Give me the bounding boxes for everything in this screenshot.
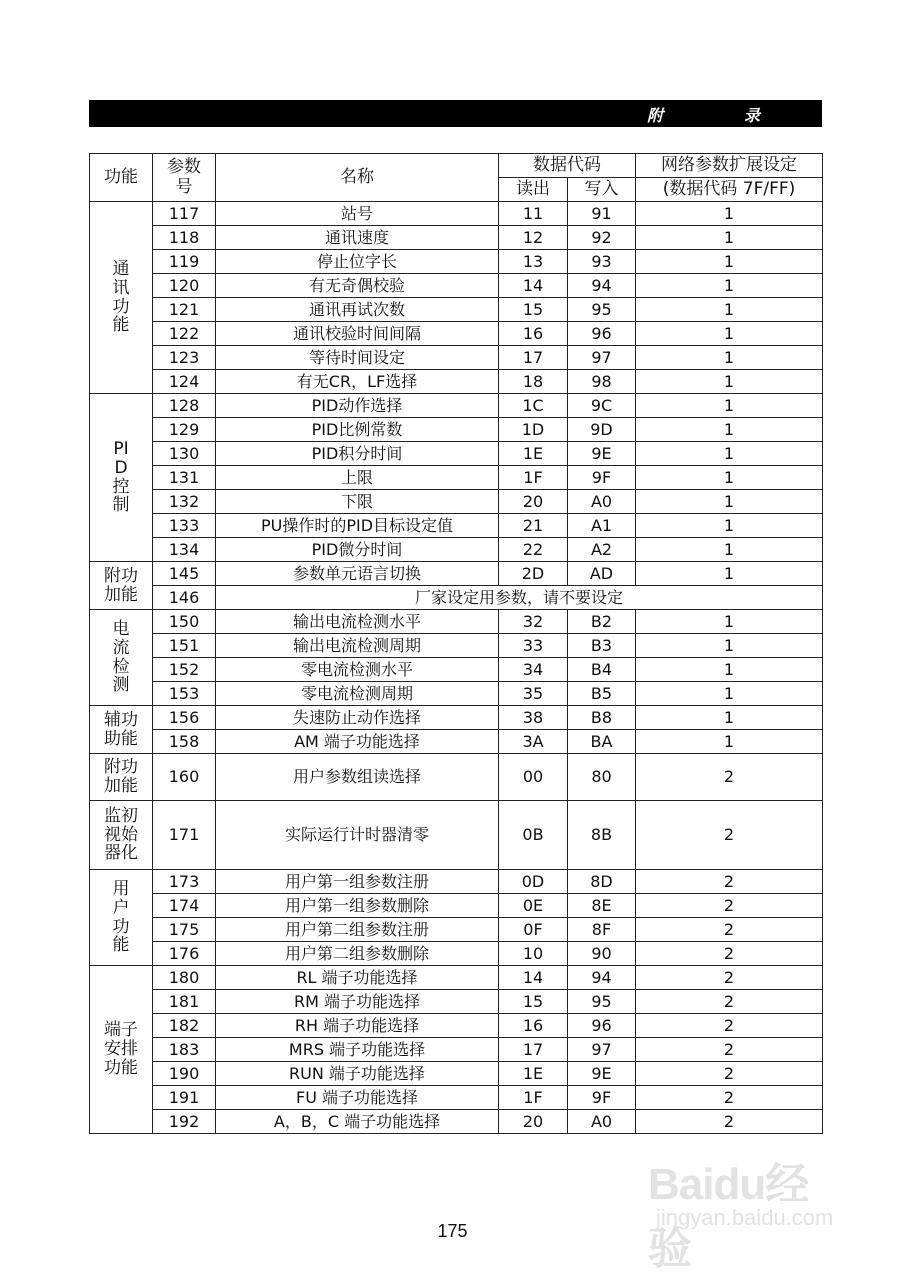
table-row	[90, 490, 823, 514]
network-setting-cell: 2	[636, 801, 823, 870]
page-number: 175	[437, 1221, 468, 1241]
write-code-cell: 98	[568, 370, 636, 394]
read-code-cell: 1F	[499, 1086, 568, 1110]
group-label: 端子安排功能	[90, 966, 153, 1134]
watermark	[648, 1148, 848, 1273]
table-row	[90, 754, 823, 801]
param-name-cell: 上限	[216, 466, 499, 490]
read-code-cell: 0D	[499, 870, 568, 894]
param-number-cell: 171	[153, 801, 216, 870]
param-number-cell: 182	[153, 1014, 216, 1038]
table-row	[90, 418, 823, 442]
group-label: 辅功助能	[90, 706, 153, 754]
param-name-cell: RM 端子功能选择	[216, 990, 499, 1014]
read-code-cell: 1F	[499, 466, 568, 490]
write-code-cell: B4	[568, 658, 636, 682]
param-number-cell: 156	[153, 706, 216, 730]
write-code-cell: 92	[568, 226, 636, 250]
param-name-cell: PID积分时间	[216, 442, 499, 466]
read-code-cell: 17	[499, 346, 568, 370]
network-setting-cell: 2	[636, 894, 823, 918]
read-code-cell: 20	[499, 1110, 568, 1134]
read-code-cell: 0B	[499, 801, 568, 870]
param-number-cell: 191	[153, 1086, 216, 1110]
param-number-cell: 145	[153, 562, 216, 586]
network-setting-cell: 1	[636, 202, 823, 226]
write-code-cell: BA	[568, 730, 636, 754]
write-code-cell: 80	[568, 754, 636, 801]
network-setting-cell: 2	[636, 754, 823, 801]
network-setting-cell: 1	[636, 538, 823, 562]
group-label: 用户功能	[90, 870, 153, 966]
param-number-cell: 129	[153, 418, 216, 442]
read-code-cell: 1D	[499, 418, 568, 442]
write-code-cell: 93	[568, 250, 636, 274]
read-code-cell: 34	[499, 658, 568, 682]
param-number-cell: 120	[153, 274, 216, 298]
param-number-cell: 130	[153, 442, 216, 466]
network-setting-cell: 2	[636, 1062, 823, 1086]
write-code-cell: 95	[568, 298, 636, 322]
read-code-cell: 20	[499, 490, 568, 514]
write-code-cell: 8B	[568, 801, 636, 870]
param-number-cell: 174	[153, 894, 216, 918]
param-name-cell: RL 端子功能选择	[216, 966, 499, 990]
write-code-cell: 95	[568, 990, 636, 1014]
param-name-cell: 失速防止动作选择	[216, 706, 499, 730]
param-name-cell: 输出电流检测周期	[216, 634, 499, 658]
table-row	[90, 610, 823, 634]
network-setting-cell: 2	[636, 966, 823, 990]
param-name-cell: RUN 端子功能选择	[216, 1062, 499, 1086]
param-name-cell: PU操作时的PID目标设定值	[216, 514, 499, 538]
param-number-cell: 183	[153, 1038, 216, 1062]
param-number-cell: 160	[153, 754, 216, 801]
write-code-cell: B8	[568, 706, 636, 730]
read-code-cell: 12	[499, 226, 568, 250]
table-row	[90, 370, 823, 394]
param-number-cell: 134	[153, 538, 216, 562]
network-setting-cell: 2	[636, 1086, 823, 1110]
param-number-cell: 150	[153, 610, 216, 634]
param-name-cell: 零电流检测周期	[216, 682, 499, 706]
param-number-cell: 132	[153, 490, 216, 514]
header-network-setting: 网络参数扩展设定	[636, 154, 823, 178]
param-name-cell: 用户参数组读选择	[216, 754, 499, 801]
table-row	[90, 298, 823, 322]
read-code-cell: 14	[499, 274, 568, 298]
param-name-cell: 通讯再试次数	[216, 298, 499, 322]
param-name-cell: 参数单元语言切换	[216, 562, 499, 586]
read-code-cell: 16	[499, 322, 568, 346]
read-code-cell: 32	[499, 610, 568, 634]
write-code-cell: 9D	[568, 418, 636, 442]
param-number-cell: 190	[153, 1062, 216, 1086]
param-name-cell: 实际运行计时器清零	[216, 801, 499, 870]
table-row	[90, 1086, 823, 1110]
network-setting-cell: 1	[636, 322, 823, 346]
read-code-cell: 3A	[499, 730, 568, 754]
network-setting-cell: 2	[636, 870, 823, 894]
param-name-cell: 通讯校验时间间隔	[216, 322, 499, 346]
write-code-cell: 96	[568, 1014, 636, 1038]
param-number-cell: 181	[153, 990, 216, 1014]
param-name-cell: AM 端子功能选择	[216, 730, 499, 754]
table-row	[90, 870, 823, 894]
network-setting-cell: 2	[636, 918, 823, 942]
table-row	[90, 250, 823, 274]
write-code-cell: 91	[568, 202, 636, 226]
param-number-cell: 152	[153, 658, 216, 682]
header-network-code: (数据代码 7F/FF)	[636, 178, 823, 202]
read-code-cell: 33	[499, 634, 568, 658]
section-title-right: 录	[744, 106, 761, 125]
write-code-cell: 9F	[568, 466, 636, 490]
table-row	[90, 538, 823, 562]
table-row	[90, 1014, 823, 1038]
table-row	[90, 322, 823, 346]
section-header-bar	[89, 100, 822, 127]
param-number-cell: 146	[153, 586, 216, 610]
param-name-cell: 用户第一组参数删除	[216, 894, 499, 918]
read-code-cell: 10	[499, 942, 568, 966]
read-code-cell: 2D	[499, 562, 568, 586]
network-setting-cell: 2	[636, 1110, 823, 1134]
read-code-cell: 14	[499, 966, 568, 990]
table-row	[90, 466, 823, 490]
read-code-cell: 0E	[499, 894, 568, 918]
table-row	[90, 706, 823, 730]
param-number-cell: 119	[153, 250, 216, 274]
table-row	[90, 226, 823, 250]
group-label: 通讯功能	[90, 202, 153, 394]
network-setting-cell: 1	[636, 466, 823, 490]
table-row	[90, 586, 823, 610]
param-number-cell: 121	[153, 298, 216, 322]
network-setting-cell: 1	[636, 490, 823, 514]
table-row	[90, 966, 823, 990]
read-code-cell: 35	[499, 682, 568, 706]
write-code-cell: 94	[568, 966, 636, 990]
param-number-cell: 123	[153, 346, 216, 370]
param-number-cell: 128	[153, 394, 216, 418]
write-code-cell: 9F	[568, 1086, 636, 1110]
param-number-cell: 122	[153, 322, 216, 346]
param-name-cell: RH 端子功能选择	[216, 1014, 499, 1038]
group-label: 附功加能	[90, 562, 153, 610]
network-setting-cell: 1	[636, 394, 823, 418]
write-code-cell: AD	[568, 562, 636, 586]
param-name-cell: 停止位字长	[216, 250, 499, 274]
read-code-cell: 11	[499, 202, 568, 226]
network-setting-cell: 1	[636, 274, 823, 298]
table-row	[90, 1062, 823, 1086]
network-setting-cell: 2	[636, 1038, 823, 1062]
read-code-cell: 16	[499, 1014, 568, 1038]
write-code-cell: 8E	[568, 894, 636, 918]
network-setting-cell: 1	[636, 442, 823, 466]
param-number-cell: 153	[153, 682, 216, 706]
param-name-cell: PID动作选择	[216, 394, 499, 418]
write-code-cell: B5	[568, 682, 636, 706]
watermark-url: jingyan.baidu.com	[656, 1205, 834, 1230]
network-setting-cell: 1	[636, 418, 823, 442]
watermark-logo: Baidu经验	[648, 1160, 809, 1273]
param-number-cell: 133	[153, 514, 216, 538]
network-setting-cell: 2	[636, 1014, 823, 1038]
write-code-cell: 94	[568, 274, 636, 298]
read-code-cell: 1E	[499, 1062, 568, 1086]
read-code-cell: 0F	[499, 918, 568, 942]
header-write: 写入	[568, 178, 636, 202]
table-row	[90, 274, 823, 298]
network-setting-cell: 1	[636, 730, 823, 754]
group-label: PID控制	[90, 394, 153, 562]
table-row	[90, 634, 823, 658]
network-setting-cell: 1	[636, 514, 823, 538]
write-code-cell: 90	[568, 942, 636, 966]
param-number-cell: 176	[153, 942, 216, 966]
table-row	[90, 1038, 823, 1062]
write-code-cell: A0	[568, 490, 636, 514]
table-row	[90, 682, 823, 706]
param-name-cell: 用户第二组参数删除	[216, 942, 499, 966]
network-setting-cell: 2	[636, 942, 823, 966]
param-number-cell: 180	[153, 966, 216, 990]
group-label: 附功加能	[90, 754, 153, 801]
param-number-cell: 151	[153, 634, 216, 658]
write-code-cell: 97	[568, 1038, 636, 1062]
table-row	[90, 801, 823, 870]
read-code-cell: 18	[499, 370, 568, 394]
param-name-cell: 等待时间设定	[216, 346, 499, 370]
param-name-cell: 站号	[216, 202, 499, 226]
network-setting-cell: 2	[636, 990, 823, 1014]
table-row	[90, 658, 823, 682]
network-setting-cell: 1	[636, 610, 823, 634]
write-code-cell: B3	[568, 634, 636, 658]
table-row	[90, 730, 823, 754]
param-number-cell: 158	[153, 730, 216, 754]
param-number-cell: 192	[153, 1110, 216, 1134]
table-row	[90, 394, 823, 418]
network-setting-cell: 1	[636, 706, 823, 730]
write-code-cell: 97	[568, 346, 636, 370]
write-code-cell: A1	[568, 514, 636, 538]
header-read: 读出	[499, 178, 568, 202]
network-setting-cell: 1	[636, 226, 823, 250]
param-name-cell: 用户第一组参数注册	[216, 870, 499, 894]
param-name-cell: A，B，C 端子功能选择	[216, 1110, 499, 1134]
table-row	[90, 514, 823, 538]
group-label: 监初视始器化	[90, 801, 153, 870]
read-code-cell: 1C	[499, 394, 568, 418]
write-code-cell: 8D	[568, 870, 636, 894]
write-code-cell: A2	[568, 538, 636, 562]
param-name-cell: 有无CR，LF选择	[216, 370, 499, 394]
header-param-number: 参数号	[153, 154, 216, 202]
header-function: 功能	[90, 154, 153, 202]
table-row	[90, 562, 823, 586]
parameter-table	[89, 153, 823, 1134]
network-setting-cell: 1	[636, 370, 823, 394]
param-name-cell: 厂家设定用参数，请不要设定	[216, 586, 823, 610]
header-data-code: 数据代码	[499, 154, 636, 178]
read-code-cell: 17	[499, 1038, 568, 1062]
read-code-cell: 21	[499, 514, 568, 538]
param-name-cell: PID比例常数	[216, 418, 499, 442]
param-name-cell: 有无奇偶校验	[216, 274, 499, 298]
read-code-cell: 13	[499, 250, 568, 274]
group-label: 电流检测	[90, 610, 153, 706]
param-name-cell: 零电流检测水平	[216, 658, 499, 682]
table-row	[90, 942, 823, 966]
write-code-cell: 8F	[568, 918, 636, 942]
read-code-cell: 1E	[499, 442, 568, 466]
network-setting-cell: 1	[636, 250, 823, 274]
network-setting-cell: 1	[636, 346, 823, 370]
param-number-cell: 117	[153, 202, 216, 226]
network-setting-cell: 1	[636, 298, 823, 322]
param-name-cell: 输出电流检测水平	[216, 610, 499, 634]
table-row	[90, 202, 823, 226]
network-setting-cell: 1	[636, 562, 823, 586]
param-name-cell: MRS 端子功能选择	[216, 1038, 499, 1062]
write-code-cell: 9C	[568, 394, 636, 418]
param-number-cell: 124	[153, 370, 216, 394]
table-row	[90, 1110, 823, 1134]
read-code-cell: 38	[499, 706, 568, 730]
network-setting-cell: 1	[636, 658, 823, 682]
section-title-left: 附	[647, 106, 664, 125]
table-row	[90, 442, 823, 466]
read-code-cell: 22	[499, 538, 568, 562]
param-number-cell: 131	[153, 466, 216, 490]
write-code-cell: 9E	[568, 442, 636, 466]
table-row	[90, 894, 823, 918]
param-number-cell: 175	[153, 918, 216, 942]
read-code-cell: 00	[499, 754, 568, 801]
table-row	[90, 918, 823, 942]
param-name-cell: 下限	[216, 490, 499, 514]
param-name-cell: FU 端子功能选择	[216, 1086, 499, 1110]
header-name: 名称	[216, 154, 499, 202]
write-code-cell: A0	[568, 1110, 636, 1134]
param-number-cell: 173	[153, 870, 216, 894]
network-setting-cell: 1	[636, 634, 823, 658]
read-code-cell: 15	[499, 990, 568, 1014]
network-setting-cell: 1	[636, 682, 823, 706]
param-name-cell: PID微分时间	[216, 538, 499, 562]
param-name-cell: 用户第二组参数注册	[216, 918, 499, 942]
write-code-cell: B2	[568, 610, 636, 634]
param-name-cell: 通讯速度	[216, 226, 499, 250]
write-code-cell: 9E	[568, 1062, 636, 1086]
read-code-cell: 15	[499, 298, 568, 322]
param-number-cell: 118	[153, 226, 216, 250]
write-code-cell: 96	[568, 322, 636, 346]
table-row	[90, 346, 823, 370]
table-row	[90, 990, 823, 1014]
